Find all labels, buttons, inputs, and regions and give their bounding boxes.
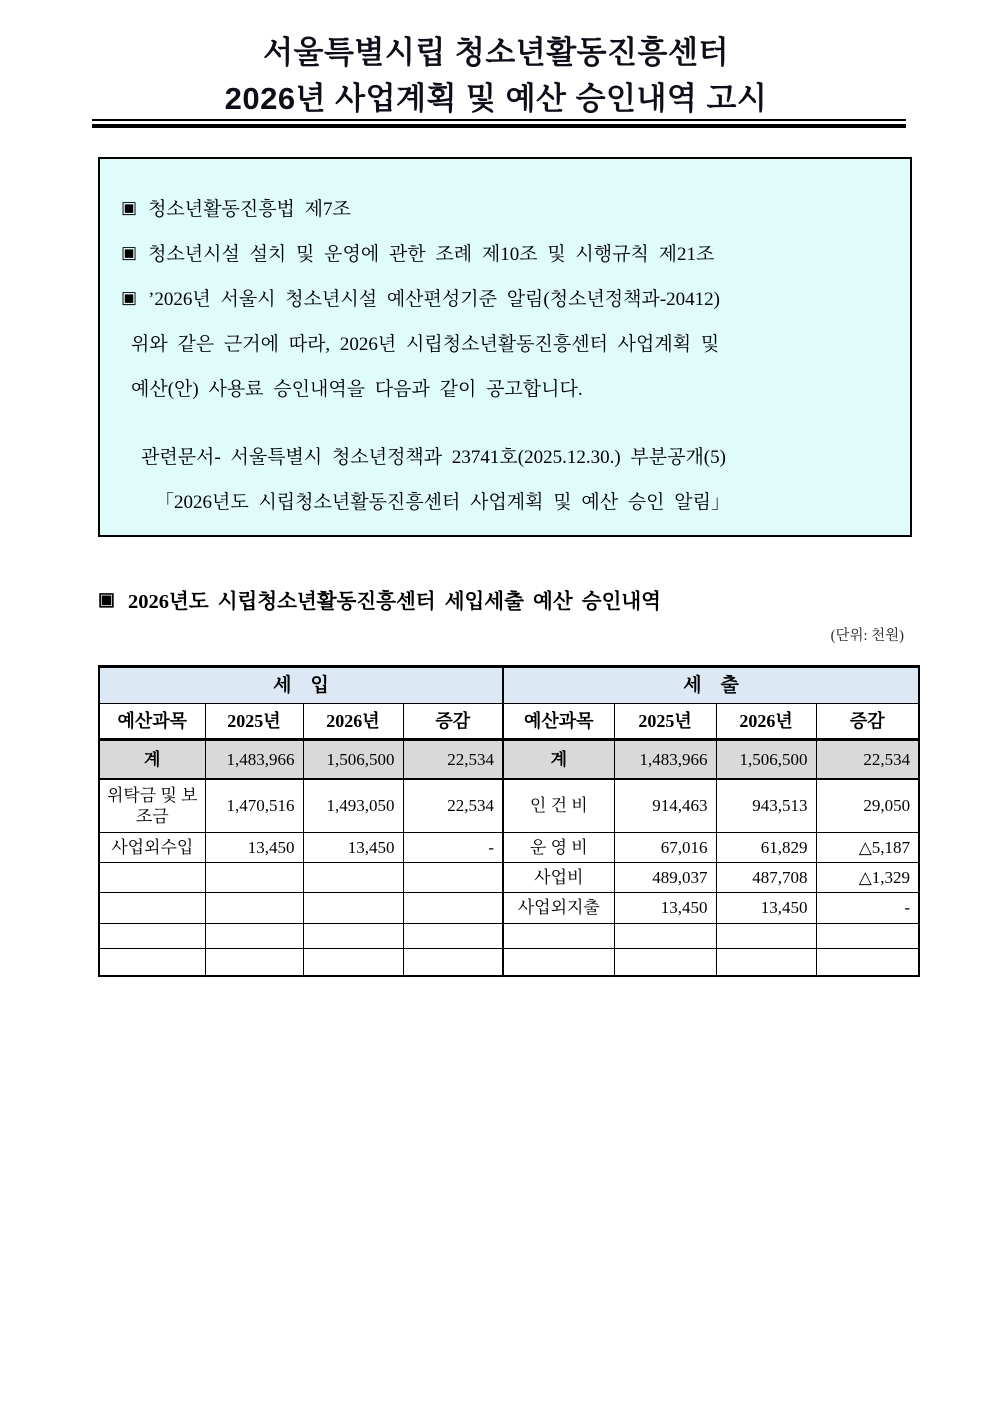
amount-cell: [403, 924, 503, 949]
category-cell: 계: [503, 740, 614, 779]
category-cell: [99, 863, 205, 893]
amount-cell: 1,506,500: [716, 740, 816, 779]
amount-cell: [816, 949, 919, 976]
notice-body-text: 위와 같은 근거에 따라, 2026년 시립청소년활동진흥센터 사업계획 및: [131, 334, 720, 355]
column-header-cell: 2025년: [205, 704, 303, 740]
square-bullet-icon: ▣: [121, 287, 138, 307]
column-header-cell: 예산과목: [99, 704, 205, 740]
category-cell: [503, 924, 614, 949]
amount-cell: 1,470,516: [205, 779, 303, 833]
table-row: [99, 924, 919, 949]
category-cell: [99, 924, 205, 949]
amount-cell: [303, 949, 403, 976]
amount-cell: 61,829: [716, 833, 816, 863]
legal-item: [100, 275, 910, 320]
notice-box: [98, 157, 912, 537]
amount-cell: 1,483,966: [205, 740, 303, 779]
amount-cell: 487,708: [716, 863, 816, 893]
related-doc-text: 「2026년도 시립청소년활동진흥센터 사업계획 및 예산 승인 알림」: [155, 492, 730, 513]
legal-item-text: ’2026년 서울시 청소년시설 예산편성기준 알림(청소년정책과-20412): [148, 289, 721, 310]
expense-group-header-cell: 세 출: [503, 667, 919, 704]
related-doc-line: [100, 478, 910, 523]
table-row: [99, 833, 919, 863]
amount-cell: -: [816, 893, 919, 924]
amount-cell: [716, 949, 816, 976]
column-header-cell: 예산과목: [503, 704, 614, 740]
revenue-group-header-cell: 세 입: [99, 667, 503, 704]
amount-cell: 13,450: [614, 893, 716, 924]
amount-cell: 1,493,050: [303, 779, 403, 833]
amount-cell: 13,450: [716, 893, 816, 924]
legal-item: [100, 230, 910, 275]
section-heading-text: 2026년도 시립청소년활동진흥센터 세입세출 예산 승인내역: [128, 591, 661, 613]
amount-cell: △1,329: [816, 863, 919, 893]
amount-cell: 1,483,966: [614, 740, 716, 779]
category-cell: 운 영 비: [503, 833, 614, 863]
amount-cell: [716, 924, 816, 949]
amount-cell: 22,534: [403, 740, 503, 779]
amount-cell: [403, 949, 503, 976]
amount-cell: 1,506,500: [303, 740, 403, 779]
table-row: [99, 863, 919, 893]
square-bullet-icon: ▣: [121, 242, 138, 262]
unit-note: (단위: 천원): [830, 628, 904, 644]
category-cell: 사업외지출: [503, 893, 614, 924]
category-cell: 위탁금 및 보조금: [99, 779, 205, 833]
category-cell: 인 건 비: [503, 779, 614, 833]
document-title: [0, 30, 992, 122]
category-cell: 사업비: [503, 863, 614, 893]
amount-cell: 489,037: [614, 863, 716, 893]
table-group-header-row: [99, 667, 919, 704]
amount-cell: [205, 863, 303, 893]
square-bullet-icon: ▣: [121, 197, 138, 217]
spacer: [100, 410, 910, 433]
amount-cell: [403, 863, 503, 893]
category-cell: 계: [99, 740, 205, 779]
square-bullet-icon: ▣: [98, 588, 116, 609]
amount-cell: [614, 924, 716, 949]
amount-cell: [403, 893, 503, 924]
notice-body-text: 예산(안) 사용료 승인내역을 다음과 같이 공고합니다.: [131, 379, 583, 400]
table-column-header-row: [99, 704, 919, 740]
column-header-cell: 2025년: [614, 704, 716, 740]
amount-cell: 22,534: [403, 779, 503, 833]
column-header-cell: 증감: [403, 704, 503, 740]
legal-item: [100, 185, 910, 230]
budget-table: [98, 665, 920, 977]
amount-cell: 29,050: [816, 779, 919, 833]
notice-body-line: [100, 365, 910, 410]
amount-cell: [614, 949, 716, 976]
amount-cell: [303, 893, 403, 924]
table-row: [99, 779, 919, 833]
amount-cell: 22,534: [816, 740, 919, 779]
amount-cell: 13,450: [205, 833, 303, 863]
amount-cell: △5,187: [816, 833, 919, 863]
amount-cell: [303, 863, 403, 893]
title-divider-rule: [92, 119, 906, 128]
document-title-line-1: 서울특별시립 청소년활동진흥센터: [263, 35, 729, 70]
table-row: [99, 893, 919, 924]
legal-item-text: 청소년시설 설치 및 운영에 관한 조례 제10조 및 시행규칙 제21조: [148, 244, 715, 265]
document-title-line-2: 2026년 사업계획 및 예산 승인내역 고시: [224, 81, 768, 116]
amount-cell: [205, 949, 303, 976]
column-header-cell: 2026년: [303, 704, 403, 740]
notice-body-line: [100, 320, 910, 365]
related-doc-text: 관련문서- 서울특별시 청소년정책과 23741호(2025.12.30.) 부분공개(5): [141, 447, 726, 468]
section-heading: [98, 584, 661, 614]
column-header-cell: 증감: [816, 704, 919, 740]
amount-cell: 914,463: [614, 779, 716, 833]
category-cell: [503, 949, 614, 976]
amount-cell: 943,513: [716, 779, 816, 833]
table-row: [99, 949, 919, 976]
category-cell: [99, 893, 205, 924]
category-cell: 사업외수입: [99, 833, 205, 863]
related-doc-line: [100, 433, 910, 478]
amount-cell: [205, 893, 303, 924]
category-cell: [99, 949, 205, 976]
amount-cell: 13,450: [303, 833, 403, 863]
column-header-cell: 2026년: [716, 704, 816, 740]
amount-cell: [303, 924, 403, 949]
table-total-row: [99, 740, 919, 779]
amount-cell: [205, 924, 303, 949]
amount-cell: -: [403, 833, 503, 863]
legal-item-text: 청소년활동진흥법 제7조: [148, 199, 351, 220]
amount-cell: 67,016: [614, 833, 716, 863]
amount-cell: [816, 924, 919, 949]
